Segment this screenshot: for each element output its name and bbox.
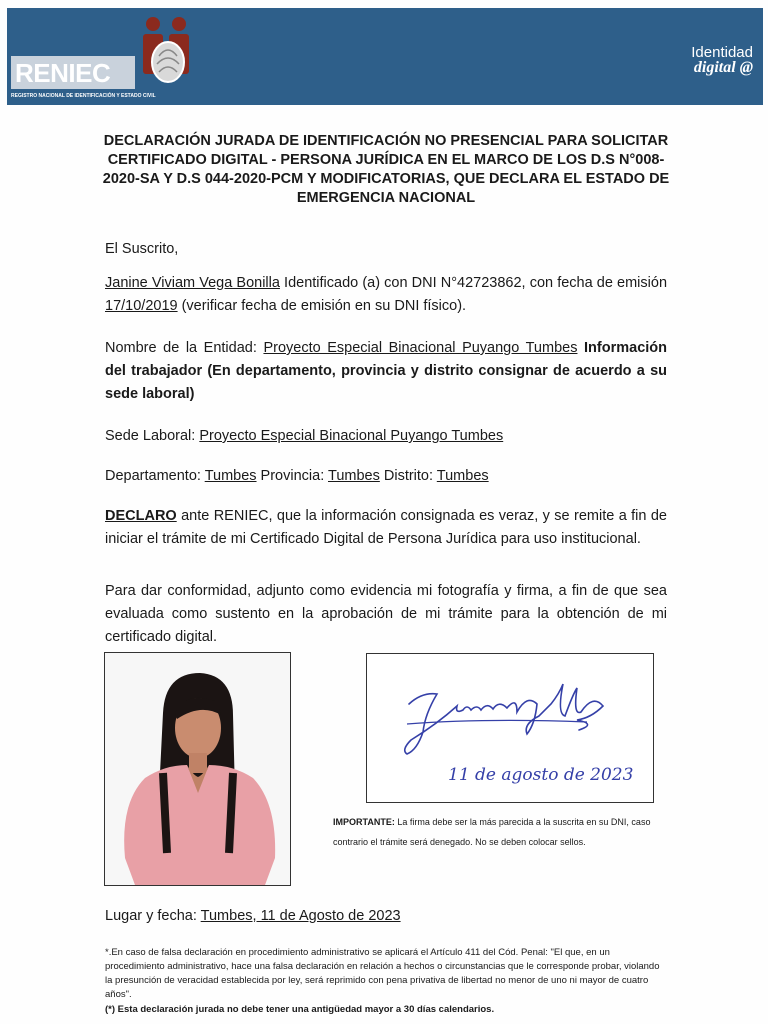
place-date xyxy=(105,905,667,928)
declaration-paragraph xyxy=(105,505,667,551)
entity-paragraph xyxy=(105,337,667,406)
header-banner xyxy=(7,8,763,105)
place-date-value: Tumbes, 11 de Agosto de 2023 xyxy=(200,908,401,924)
reniec-logo: RENIEC xyxy=(15,58,111,88)
person-portrait-image xyxy=(105,653,290,885)
issue-date: 17/10/2019 xyxy=(105,298,178,314)
important-label: IMPORTANTE: xyxy=(333,817,395,827)
entity-value: Proyecto Especial Binacional Puyango Tumbes xyxy=(263,340,578,356)
entity-label: Nombre de la Entidad: xyxy=(105,340,264,356)
validity-footnote: (*) Esta declaración jurada no debe tener una antigüedad mayor a 30 días calendarios. xyxy=(105,1004,495,1015)
reniec-subtitle: REGISTRO NACIONAL DE IDENTIFICACIÓN Y ESTADO CIVIL xyxy=(11,90,197,102)
sede-paragraph xyxy=(105,425,667,448)
reniec-people-icon xyxy=(139,14,197,90)
brand-top-text: Identidad xyxy=(691,44,753,61)
handwritten-signature xyxy=(367,654,653,764)
dist-value: Tumbes xyxy=(436,468,489,484)
salutation: El Suscrito, xyxy=(105,241,179,257)
identity-paragraph xyxy=(105,272,667,318)
declaro-word: DECLARO xyxy=(105,508,177,524)
applicant-photo xyxy=(104,652,291,886)
place-date-label: Lugar y fecha: xyxy=(105,908,201,924)
conformity-paragraph: Para dar conformidad, adjunto como evidencia mi fotografía y firma, a fin de que sea evaluada como sustento en la aprobación de mi trámite para la obtención de mi certificado digital. xyxy=(105,583,667,645)
document-title: DECLARACIÓN JURADA DE IDENTIFICACIÓN NO PRESENCIAL PARA SOLICITAR CERTIFICADO DIGITAL - PERSONA JURÍDICA EN EL MARCO DE LOS D.S N°008-2020-SA Y D.S 044-2020-PCM Y MODIFICATORIAS, QUE DECLARA EL ESTADO DE EMERGENCIA NACIONAL xyxy=(102,133,670,206)
issue-note: (verificar fecha de emisión en su DNI físico). xyxy=(177,298,467,314)
prov-label: Provincia: xyxy=(256,468,328,484)
location-paragraph xyxy=(105,465,667,488)
identidad-digital-logo xyxy=(691,44,753,77)
important-note xyxy=(333,812,673,852)
entity-note: Información del trabajador (En departamento, provincia y distrito consignar de acuerdo a su sede laboral) xyxy=(105,340,668,402)
important-text: La firma debe ser la más parecida a la suscrita en su DNI, caso contrario el trámite será denegado. No se deben colocar sellos. xyxy=(333,817,651,847)
person-name: Janine Viviam Vega Bonilla xyxy=(105,275,280,291)
signature-date: 11 de agosto de 2023 xyxy=(448,765,634,785)
prov-value: Tumbes xyxy=(328,468,380,484)
sede-label: Sede Laboral: xyxy=(105,428,200,444)
sede-value: Proyecto Especial Binacional Puyango Tumbes xyxy=(199,428,504,444)
declaro-text: ante RENIEC, que la información consignada es veraz, y se remite a fin de iniciar el trámite de mi Certificado Digital de Persona Jurídica para uso institucional. xyxy=(105,508,667,547)
brand-bottom-text: digital @ xyxy=(693,59,753,76)
dist-label: Distrito: xyxy=(379,468,437,484)
legal-footnote: *.En caso de falsa declaración en procedimiento administrativo se aplicará el Artículo 411 del Cód. Penal: "El que, en un procedimiento administrativo, hace una falsa declaración en relación a hechos o circunstancias que le corresponde probar, violando la presunción de veracidad establecida por ley, será reprimido con pena privativa de libertad no menor de uno ni mayor de cuatro años". xyxy=(105,947,660,1000)
dept-value: Tumbes xyxy=(204,468,257,484)
dept-label: Departamento: xyxy=(105,468,205,484)
id-text: Identificado (a) con DNI N°42723862, con fecha de emisión xyxy=(279,275,668,291)
